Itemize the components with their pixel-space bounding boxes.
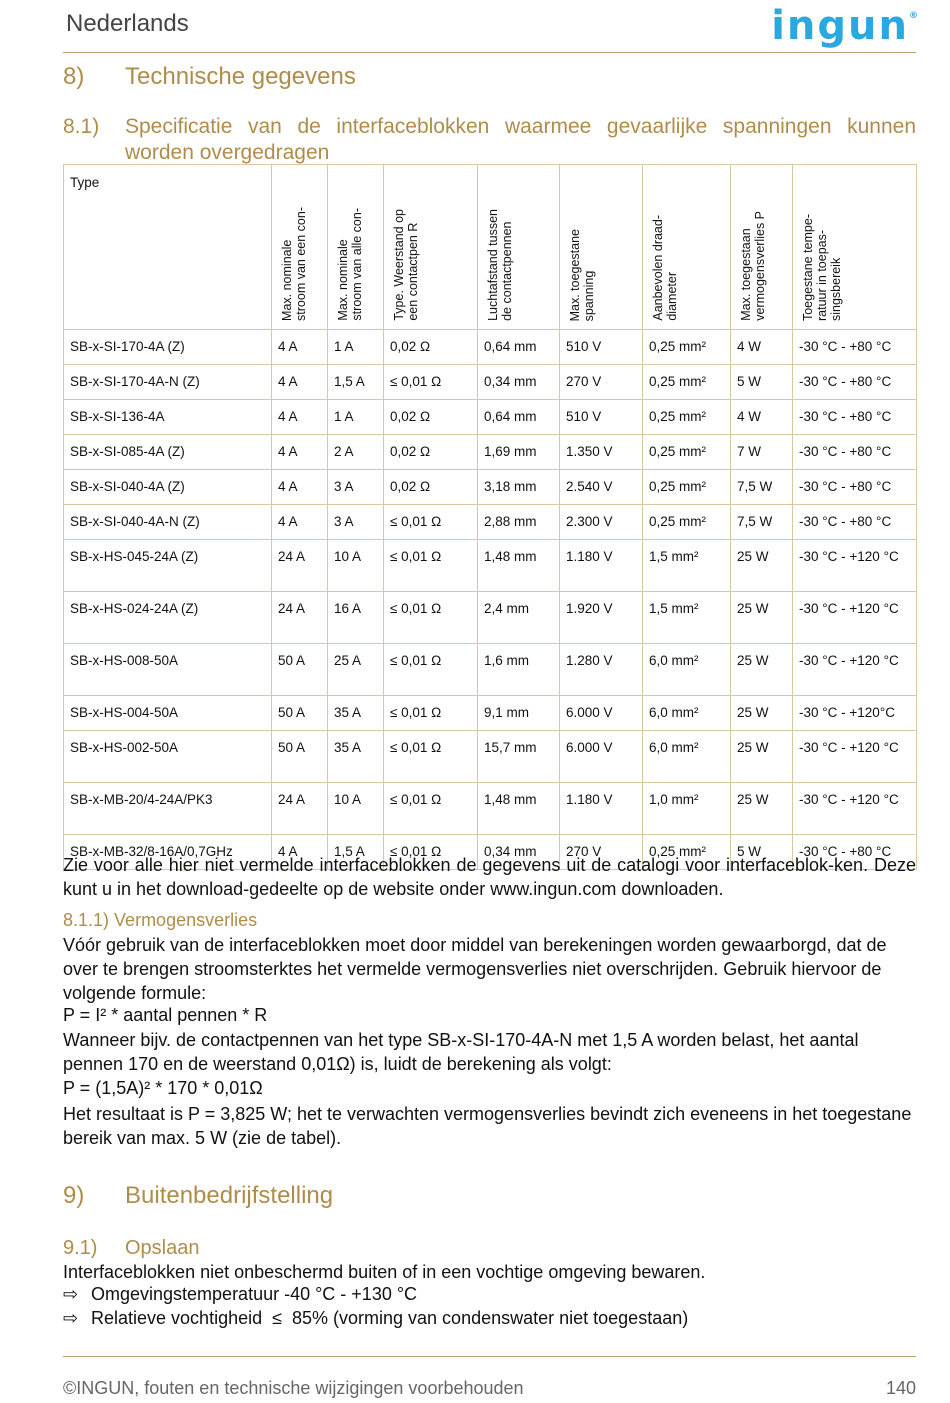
table-cell: 0,25 mm² [643, 330, 731, 365]
table-cell: 50 A [272, 644, 328, 696]
table-cell: ≤ 0,01 Ω [384, 731, 478, 783]
ingun-logo: ingun® [771, 3, 920, 49]
table-cell: 4 A [272, 365, 328, 400]
table-cell: -30 °C - +120 °C [793, 592, 917, 644]
table-cell: 0,25 mm² [643, 505, 731, 540]
table-cell: 4 W [731, 400, 793, 435]
table-cell: -30 °C - +120 °C [793, 540, 917, 592]
table-cell: 50 A [272, 696, 328, 731]
table-cell: 10 A [328, 540, 384, 592]
table-cell: 5 W [731, 365, 793, 400]
table-cell: -30 °C - +80 °C [793, 435, 917, 470]
table-cell: 3 A [328, 470, 384, 505]
table-cell: 1,6 mm [478, 644, 560, 696]
table-cell: 10 A [328, 783, 384, 835]
table-cell: 1.180 V [560, 783, 643, 835]
table-row [64, 731, 917, 783]
column-header-type: Type [64, 165, 272, 330]
table-cell: 2 A [328, 435, 384, 470]
table-cell: ≤ 0,01 Ω [384, 644, 478, 696]
table-cell: -30 °C - +80 °C [793, 470, 917, 505]
table-cell: -30 °C - +120°C [793, 696, 917, 731]
table-cell: 7,5 W [731, 470, 793, 505]
table-cell: 510 V [560, 400, 643, 435]
table-cell: 35 A [328, 731, 384, 783]
table-cell: 15,7 mm [478, 731, 560, 783]
column-header [328, 165, 384, 330]
table-cell: 0,25 mm² [643, 400, 731, 435]
formula-general: P = I² * aantal pennen * R [63, 1005, 268, 1025]
table-cell: 1,48 mm [478, 540, 560, 592]
table-cell: SB-x-HS-004-50A [64, 696, 272, 731]
table-cell: 1.180 V [560, 540, 643, 592]
table-cell: 1.920 V [560, 592, 643, 644]
spec-table [63, 164, 917, 870]
table-cell: 270 V [560, 365, 643, 400]
table-cell: 2.540 V [560, 470, 643, 505]
table-cell: 0,02 Ω [384, 435, 478, 470]
table-cell: 0,34 mm [478, 365, 560, 400]
table-cell: 2.300 V [560, 505, 643, 540]
table-cell: -30 °C - +120 °C [793, 731, 917, 783]
table-row [64, 400, 917, 435]
column-header [793, 165, 917, 330]
section-8-heading: 8) Technische gegevens [63, 63, 356, 90]
table-cell: 1,5 A [328, 365, 384, 400]
table-cell: 50 A [272, 731, 328, 783]
table-cell: 0,02 Ω [384, 330, 478, 365]
section-9-heading: 9) Buitenbedrijfstelling [63, 1182, 334, 1209]
table-row [64, 435, 917, 470]
section-9-1-heading: 9.1) Opslaan [63, 1237, 200, 1259]
column-header [272, 165, 328, 330]
table-cell: 9,1 mm [478, 696, 560, 731]
table-cell: ≤ 0,01 Ω [384, 783, 478, 835]
table-cell: ≤ 0,01 Ω [384, 696, 478, 731]
column-header [731, 165, 793, 330]
table-cell: 0,64 mm [478, 330, 560, 365]
example-paragraph: Wanneer bijv. de contactpennen van het type SB-x-SI-170-4A-N met 1,5 A worden belast, het aantal pennen 170 en de weerstand 0,01Ω) is, luidt de berekening als volgt: [63, 1030, 859, 1074]
table-cell: SB-x-SI-170-4A (Z) [64, 330, 272, 365]
table-cell: 4 W [731, 330, 793, 365]
footer-rule [63, 1356, 916, 1357]
table-cell: 4 A [272, 400, 328, 435]
table-cell: 4 A [272, 435, 328, 470]
table-cell: 2,88 mm [478, 505, 560, 540]
column-header [478, 165, 560, 330]
table-cell: SB-x-SI-136-4A [64, 400, 272, 435]
table-row [64, 783, 917, 835]
column-header-label: Max. toegestane spanning [568, 228, 596, 321]
bullet-temperature: ⇨ Omgevingstemperatuur -40 °C - +130 °C [63, 1284, 418, 1304]
table-cell: 1,48 mm [478, 783, 560, 835]
table-row [64, 330, 917, 365]
arrow-right-icon: ⇨ [63, 1284, 79, 1304]
table-cell: 1,5 A [328, 835, 384, 870]
table-cell: -30 °C - +80 °C [793, 400, 917, 435]
table-cell: 24 A [272, 540, 328, 592]
column-header-label: Toegestane tempe- ratuur in toepas- singsbereik [801, 213, 843, 321]
column-header-label: Aanbevolen draad- diameter [651, 215, 679, 321]
table-header-row [64, 165, 917, 330]
table-cell: 1,69 mm [478, 435, 560, 470]
table-cell: 0,25 mm² [643, 835, 731, 870]
table-cell: 6.000 V [560, 731, 643, 783]
bullet-humidity: ⇨ Relatieve vochtigheid ≤ 85% (vorming van condenswater niet toegestaan) [63, 1308, 689, 1328]
table-cell: 2,4 mm [478, 592, 560, 644]
table-cell: 4 A [272, 330, 328, 365]
table-row [64, 592, 917, 644]
table-cell: 24 A [272, 592, 328, 644]
column-header-label: Max. toegestaan vermogensverlies P [739, 211, 767, 321]
table-cell: 6,0 mm² [643, 644, 731, 696]
table-row [64, 470, 917, 505]
table-cell: 0,02 Ω [384, 470, 478, 505]
table-row [64, 644, 917, 696]
page-number: 140 [885, 1378, 916, 1398]
column-header [643, 165, 731, 330]
table-cell: SB-x-HS-002-50A [64, 731, 272, 783]
result-paragraph: Het resultaat is P = 3,825 W; het te verwachten vermogensverlies bevindt zich eveneens in het toegestane bereik van max. 5 W (zie de tabel). [63, 1104, 912, 1148]
table-row [64, 696, 917, 731]
column-header-label: Max. nominale stroom van alle con- [336, 208, 364, 321]
table-cell: 1,5 mm² [643, 540, 731, 592]
table-cell: SB-x-MB-20/4-24A/PK3 [64, 783, 272, 835]
table-cell: 6,0 mm² [643, 696, 731, 731]
table-cell: 7,5 W [731, 505, 793, 540]
table-cell: SB-x-SI-040-4A-N (Z) [64, 505, 272, 540]
table-cell: 1.280 V [560, 644, 643, 696]
table-cell: 25 W [731, 696, 793, 731]
power-loss-paragraph: Vóór gebruik van de interfaceblokken moet door middel van berekeningen worden gewaarborgd, dat de over te brengen stroomsterktes het vermelde vermogensverlies niet overschrijden. Gebruik hiervoor de volgende formule: [63, 935, 887, 1003]
arrow-right-icon: ⇨ [63, 1308, 79, 1328]
column-header [560, 165, 643, 330]
table-cell: -30 °C - +120 °C [793, 644, 917, 696]
table-cell: 510 V [560, 330, 643, 365]
table-cell: SB-x-SI-085-4A (Z) [64, 435, 272, 470]
table-cell: 0,25 mm² [643, 365, 731, 400]
table-cell: 1,0 mm² [643, 783, 731, 835]
table-cell: 4 A [272, 505, 328, 540]
table-cell: 0,02 Ω [384, 400, 478, 435]
table-cell: 0,25 mm² [643, 470, 731, 505]
table-cell: 4 A [272, 835, 328, 870]
table-cell: -30 °C - +80 °C [793, 835, 917, 870]
table-cell: 0,64 mm [478, 400, 560, 435]
formula-example: P = (1,5A)² * 170 * 0,01Ω [63, 1078, 263, 1098]
table-cell: ≤ 0,01 Ω [384, 835, 478, 870]
table-row [64, 365, 917, 400]
table-cell: 25 W [731, 644, 793, 696]
column-header-label: Luchtafstand tussen de contactpennen [486, 209, 514, 321]
table-cell: SB-x-HS-024-24A (Z) [64, 592, 272, 644]
catalog-note: Zie voor alle hier niet vermelde interfaceblokken de gegevens uit de catalogi voor interfaceblok-ken. Deze kunt u in het download-gedeelte op de website onder www.ingun.com downloaden. [63, 855, 916, 899]
header-rule [63, 52, 916, 53]
table-cell: SB-x-MB-32/8-16A/0,7GHz [64, 835, 272, 870]
table-cell: 1 A [328, 330, 384, 365]
table-cell: 25 W [731, 592, 793, 644]
table-cell: -30 °C - +80 °C [793, 505, 917, 540]
table-cell: 25 W [731, 783, 793, 835]
table-cell: 1 A [328, 400, 384, 435]
table-cell: -30 °C - +80 °C [793, 365, 917, 400]
table-row [64, 505, 917, 540]
table-cell: 6,0 mm² [643, 731, 731, 783]
table-cell: 5 W [731, 835, 793, 870]
table-cell: 270 V [560, 835, 643, 870]
footer-copyright: ©INGUN, fouten en technische wijzigingen voorbehouden [63, 1378, 524, 1398]
table-cell: 7 W [731, 435, 793, 470]
table-cell: 35 A [328, 696, 384, 731]
table-cell: ≤ 0,01 Ω [384, 540, 478, 592]
table-cell: 24 A [272, 783, 328, 835]
table-cell: ≤ 0,01 Ω [384, 505, 478, 540]
table-cell: 0,34 mm [478, 835, 560, 870]
table-cell: 0,25 mm² [643, 435, 731, 470]
table-cell: 25 A [328, 644, 384, 696]
column-header-label: Max. nominale stroom van een con- [280, 207, 308, 321]
table-cell: 4 A [272, 470, 328, 505]
table-cell: -30 °C - +80 °C [793, 330, 917, 365]
table-cell: SB-x-HS-008-50A [64, 644, 272, 696]
column-header [384, 165, 478, 330]
table-cell: 25 W [731, 540, 793, 592]
table-cell: SB-x-HS-045-24A (Z) [64, 540, 272, 592]
table-cell: ≤ 0,01 Ω [384, 365, 478, 400]
language-label: Nederlands [66, 10, 189, 37]
table-cell: ≤ 0,01 Ω [384, 592, 478, 644]
table-cell: SB-x-SI-040-4A (Z) [64, 470, 272, 505]
table-cell: SB-x-SI-170-4A-N (Z) [64, 365, 272, 400]
table-cell: 16 A [328, 592, 384, 644]
storage-paragraph: Interfaceblokken niet onbeschermd buiten of in een vochtige omgeving bewaren. [63, 1262, 706, 1282]
section-8-1-heading: 8.1) Specificatie van de interfaceblokken waarmee gevaarlijke spanningen kunnen worden overgedragen [63, 115, 916, 164]
section-8-1-1-heading: 8.1.1) Vermogensverlies [63, 910, 258, 930]
table-cell: 1,5 mm² [643, 592, 731, 644]
table-cell: 3,18 mm [478, 470, 560, 505]
table-cell: -30 °C - +120 °C [793, 783, 917, 835]
table-cell: 1.350 V [560, 435, 643, 470]
column-header-label: Type. Weerstand op een contactpen R [392, 209, 420, 321]
table-cell: 25 W [731, 731, 793, 783]
table-row [64, 540, 917, 592]
table-cell: 6.000 V [560, 696, 643, 731]
table-cell: 3 A [328, 505, 384, 540]
